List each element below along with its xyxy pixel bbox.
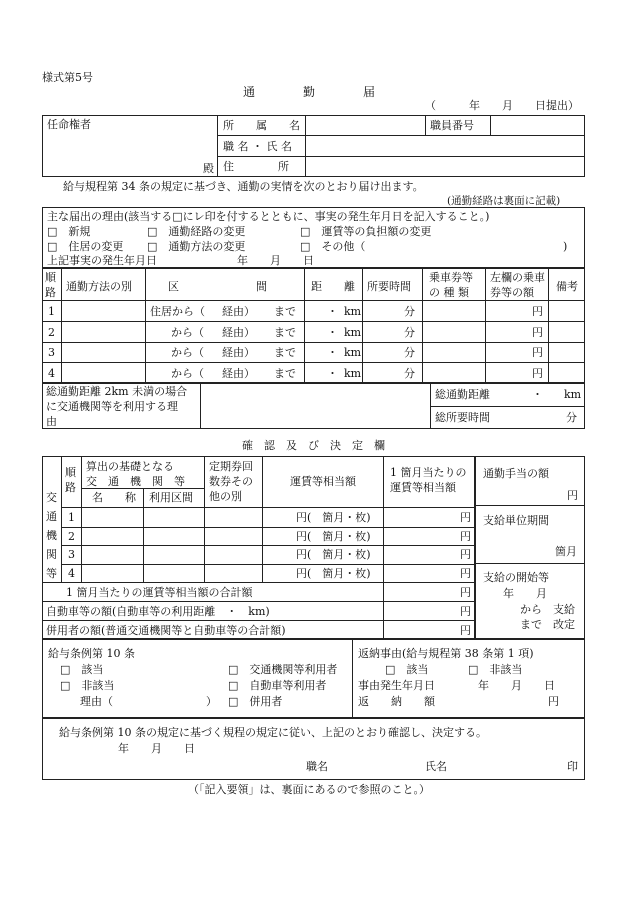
refund-heading: 返納事由(給与規程第 38 条第 1 項) [358, 647, 534, 660]
col-ticket-1: 乗車券等 [429, 271, 473, 284]
checkbox-not-applicable[interactable]: □ 非該当 [60, 679, 115, 692]
submission-date: （ 年 月 日提出） [425, 99, 579, 112]
ordinance-label: 給与条例第 10 条 [48, 647, 135, 660]
col-fare: 運賃等相当額 [290, 475, 356, 488]
intro-text: 給与規程第 34 条の規定に基づき、通勤の実情を次のとおり届け出ます。 [63, 180, 424, 193]
form-title: 通 勤 届 [243, 85, 376, 99]
name-label: 職 名 ・ 氏 名 [223, 140, 292, 153]
side-label-5: 等 [46, 567, 57, 580]
total-time-label: 総所要時間 [435, 411, 490, 424]
short-note-2: に交通機関等を利用する理 [46, 400, 178, 413]
staff-number-label: 職員番号 [430, 119, 474, 132]
side-label-4: 関 [46, 548, 57, 561]
checkbox-refund-applicable[interactable]: □ 該当 [385, 663, 429, 676]
side-label-2: 通 [46, 510, 57, 523]
refund-amount-label: 返 納 額 [358, 695, 435, 708]
col-ticket-2: の 種 類 [429, 286, 469, 299]
confirm-title: 確 認 及 び 決 定 欄 [242, 439, 385, 452]
decision-text: 給与条例第 10 条の規定に基づく規程の規定に従い、上記のとおり確認し、決定する。 [59, 726, 487, 739]
period-label: 支給単位期間 [483, 514, 549, 527]
name-field[interactable] [306, 136, 584, 155]
col-basis-2: 交 通 機 関 等 [86, 475, 185, 488]
appointer-label: 任命権者 [47, 118, 91, 131]
department-label: 所 属 名 [223, 119, 300, 132]
monthly-total-label: 1 箇月当たりの運賃等相当額の合計額 [66, 586, 253, 599]
short-note-1: 総通勤距離 2km 未満の場合 [46, 385, 188, 398]
checkbox-car-user[interactable]: □ 自動車等利用者 [228, 679, 327, 692]
short-note-3: 由 [46, 415, 57, 428]
col-amount-2: 券等の額 [490, 286, 534, 299]
col-section: 区 間 [168, 280, 267, 293]
checkbox-applicable[interactable]: □ 該当 [60, 663, 104, 676]
other-close: ) [563, 240, 568, 253]
checkbox-transit-user[interactable]: □ 交通機関等利用者 [228, 663, 338, 676]
col-range: 利用区間 [149, 491, 193, 504]
checkbox-combined-user[interactable]: □ 併用者 [228, 695, 283, 708]
combined-amount-label: 併用者の額(普通交通機関等と自動車等の合計額) [46, 624, 286, 637]
form-number: 様式第5号 [42, 71, 93, 84]
checkbox-residence-change[interactable]: □ 住居の変更 [47, 240, 124, 253]
side-label-3: 機 [46, 529, 57, 542]
event-date-field[interactable]: 年 月 日 [237, 254, 314, 267]
name-label-decision: 氏名 [425, 760, 447, 773]
refund-date-label: 事由発生年月日 [358, 679, 435, 692]
department-field[interactable] [306, 116, 424, 134]
col-time: 所要時間 [367, 280, 411, 293]
footer-note: （「記入要領」は、裏面にあるので参照のこと。） [188, 783, 430, 796]
honorific: 殿 [203, 162, 214, 175]
col-name: 名 称 [92, 491, 136, 504]
col-order-2: 路 [45, 286, 56, 299]
decision-date: 年 月 日 [118, 742, 195, 755]
staff-number-field[interactable] [491, 116, 584, 134]
checkbox-route-change[interactable]: □ 通勤経路の変更 [147, 225, 246, 238]
checkbox-fare-change[interactable]: □ 運賃等の負担額の変更 [300, 225, 432, 238]
car-amount-label: 自動車等の額(自動車等の利用距離 ・ km) [46, 605, 270, 618]
checkbox-other[interactable]: □ その他（ [300, 240, 366, 253]
start-label: 支給の開始等 [483, 571, 549, 584]
position-label: 職名 [306, 760, 328, 773]
checkbox-new[interactable]: □ 新規 [47, 225, 91, 238]
col-amount-1: 左欄の乗車 [490, 271, 545, 284]
seal-mark: 印 [567, 760, 578, 773]
col-distance: 距 離 [311, 280, 355, 293]
col-method: 通勤方法の別 [66, 280, 132, 293]
address-field[interactable] [306, 157, 584, 176]
checkbox-method-change[interactable]: □ 通勤方法の変更 [147, 240, 246, 253]
reason-label: 理由（ [80, 695, 113, 708]
route-note: (通勤経路は裏面に記載) [447, 195, 561, 207]
col-basis-1: 算出の基礎となる [86, 460, 174, 473]
side-label-1: 交 [46, 491, 57, 504]
reason-heading: 主な届出の理由(該当する□にレ印を付するとともに、事実の発生年月日を記入すること。) [47, 210, 490, 223]
total-distance-label: 総通勤距離 [435, 388, 490, 401]
allowance-label: 通勤手当の額 [483, 467, 549, 480]
col-note: 備考 [556, 280, 578, 293]
col-order-1: 順 [45, 271, 56, 284]
event-date-label: 上記事実の発生年月日 [47, 254, 157, 267]
address-label: 住 所 [223, 160, 289, 173]
checkbox-refund-not-applicable[interactable]: □ 非該当 [468, 663, 523, 676]
